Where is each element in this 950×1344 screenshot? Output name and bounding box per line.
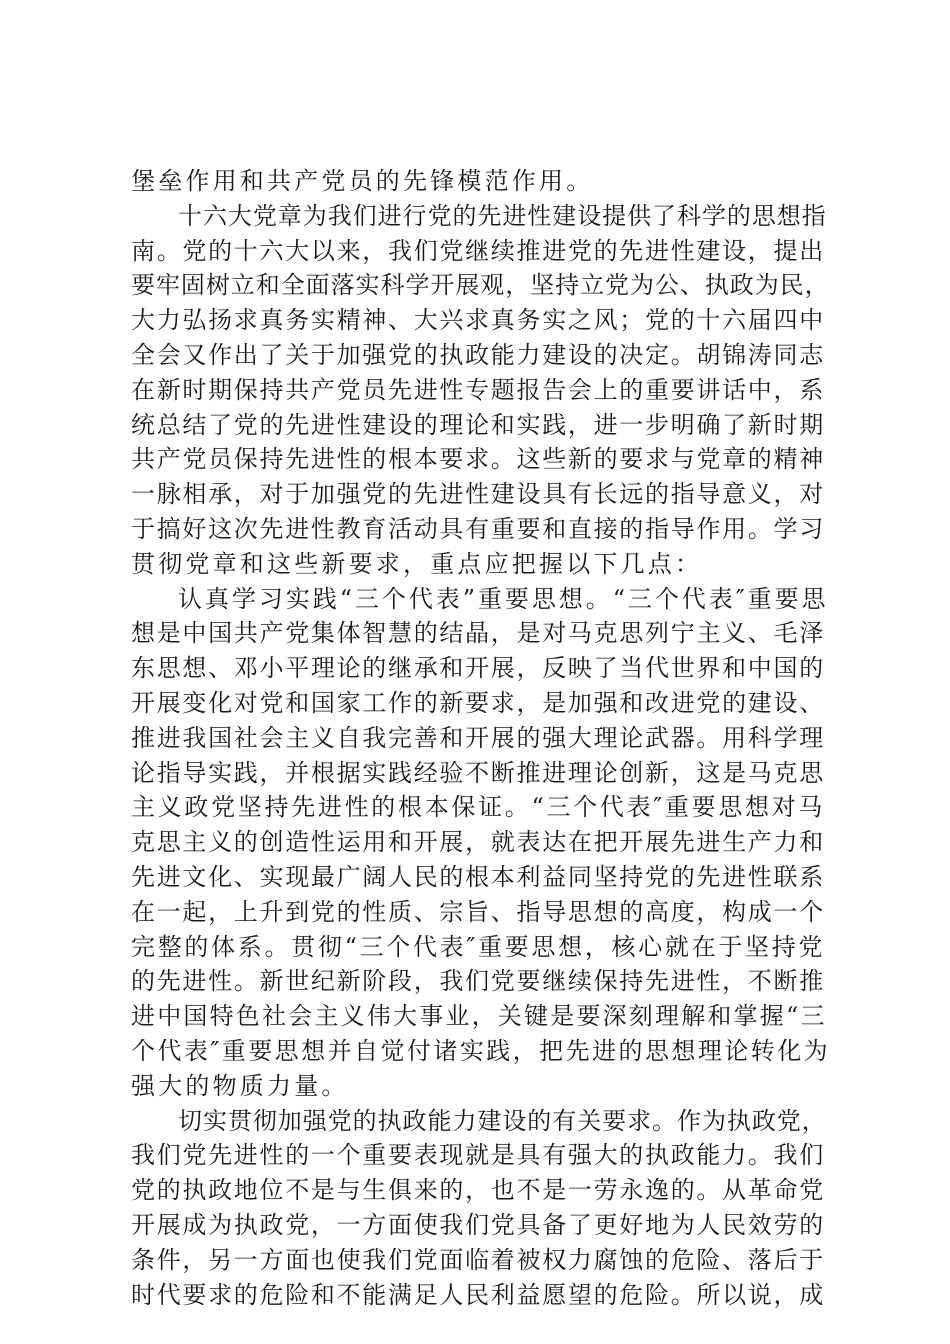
text-line: 党的执政地位不是与生俱来的，也不是一劳永逸的。从革命党 [131,1176,825,1205]
text-line: 克思主义的创造性运用和开展，就表达在把开展先进生产力和 [131,828,825,857]
text-line: 条件，另一方面也使我们党面临着被权力腐蚀的危险、落后于 [131,1245,825,1274]
text-line: 在一起，上升到党的性质、宗旨、指导思想的高度，构成一个 [131,897,825,926]
text-line: 先进文化、实现最广阔人民的根本利益同坚持党的先进性联系 [131,862,825,891]
text-line: 南。党的十六大以来，我们党继续推进党的先进性建设，提出 [131,236,825,265]
text-line: 贯彻党章和这些新要求，重点应把握以下几点： [131,549,703,578]
text-line: 开展成为执政党，一方面使我们党具备了更好地为人民效劳的 [131,1210,825,1239]
text-line: 于搞好这次先进性教育活动具有重要和直接的指导作用。学习 [131,514,825,543]
text-line: 个代表″重要思想并自觉付诸实践，把先进的思想理论转化为 [131,1036,831,1065]
text-line: 完整的体系。贯彻“三个代表″重要思想，核心就在于坚持党 [131,932,826,961]
text-line: 开展变化对党和国家工作的新要求，是加强和改进党的建设、 [131,688,825,717]
text-line: 全会又作出了关于加强党的执政能力建设的决定。胡锦涛同志 [131,340,825,369]
text-line: 东思想、邓小平理论的继承和开展，反映了当代世界和中国的 [131,654,825,683]
text-line: 认真学习实践“三个代表”重要思想。“三个代表″重要思 [178,584,829,613]
text-line: 进中国特色社会主义伟大事业，关键是要深刻理解和掌握“三 [131,1002,827,1031]
text-line: 推进我国社会主义自我完善和开展的强大理论武器。用科学理 [131,723,825,752]
text-line: 论指导实践，并根据实践经验不断推进理论创新，这是马克思 [131,758,825,787]
text-line: 十六大党章为我们进行党的先进性建设提供了科学的思想指 [178,201,827,230]
text-line: 的先进性。新世纪新阶段，我们党要继续保持先进性，不断推 [131,967,825,996]
text-line: 在新时期保持共产党员先进性专题报告会上的重要讲话中，系 [131,375,825,404]
text-line: 强大的物质力量。 [131,1071,349,1100]
text-line: 我们党先进性的一个重要表现就是具有强大的执政能力。我们 [131,1141,825,1170]
text-line: 统总结了党的先进性建设的理论和实践，进一步明确了新时期 [131,410,825,439]
text-line: 想是中国共产党集体智慧的结晶，是对马克思列宁主义、毛泽 [131,619,825,648]
text-line: 要牢固树立和全面落实科学开展观，坚持立党为公、执政为民， [131,271,830,300]
document-page [131,164,831,1312]
text-line: 切实贯彻加强党的执政能力建设的有关要求。作为执政党， [178,1106,827,1135]
text-line: 一脉相承，对于加强党的先进性建设具有长远的指导意义，对 [131,480,825,509]
text-line: 共产党员保持先进性的根本要求。这些新的要求与党章的精神 [131,445,825,474]
text-line: 主义政党坚持先进性的根本保证。“三个代表″重要思想对马 [131,793,826,822]
text-line: 时代要求的危险和不能满足人民利益愿望的危险。所以说，成 [131,1280,825,1309]
text-line: 大力弘扬求真务实精神、大兴求真务实之风；党的十六届四中 [131,306,825,335]
text-line: 堡垒作用和共产党员的先锋模范作用。 [131,167,594,195]
